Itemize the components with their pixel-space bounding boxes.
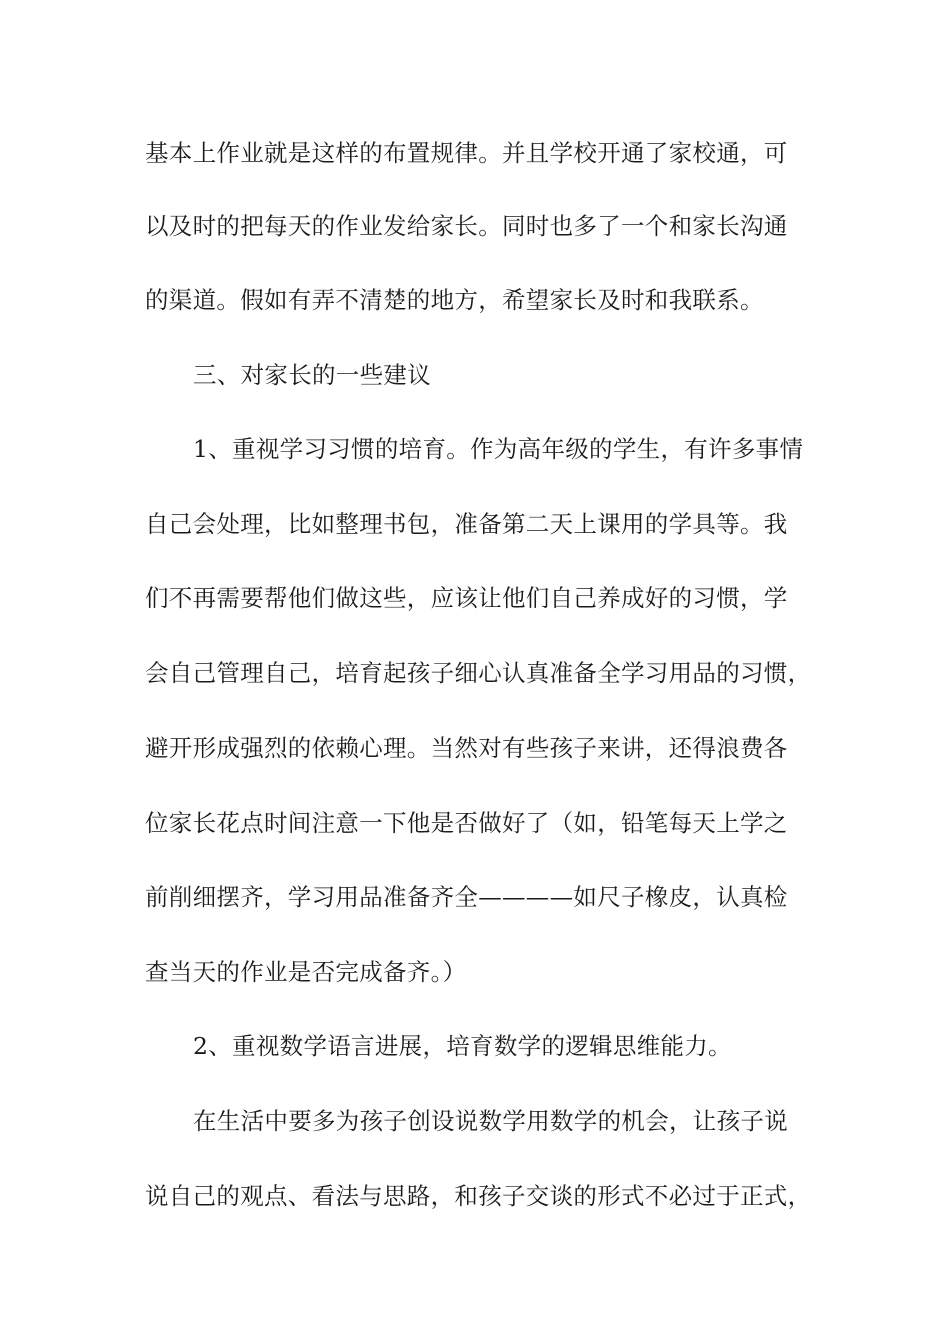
- text-line: 们不再需要帮他们做这些，应该让他们自己养成好的习惯，学: [145, 584, 788, 612]
- section-heading: 三、对家长的一些建议: [193, 361, 431, 389]
- text-line: 说自己的观点、看法与思路，和孩子交谈的形式不必过于正式，: [145, 1182, 812, 1210]
- text-line: 会自己管理自己，培育起孩子细心认真准备全学习用品的习惯，: [145, 659, 812, 687]
- text-line: 避开形成强烈的依赖心理。当然对有些孩子来讲，还得浪费各: [145, 734, 788, 762]
- text-line: 位家长花点时间注意一下他是否做好了（如，铅笔每天上学之: [145, 809, 788, 837]
- text-line: 1、重视学习习惯的培育。作为高年级的学生，有许多事情: [193, 435, 804, 463]
- text-line: 查当天的作业是否完成备齐。）: [145, 958, 467, 986]
- text-line: 前削细摆齐，学习用品准备齐全————如尺子橡皮，认真检: [145, 883, 788, 911]
- text-line: 2、重视数学语言进展，培育数学的逻辑思维能力。: [193, 1032, 732, 1060]
- text-line: 自己会处理，比如整理书包，准备第二天上课用的学具等。我: [145, 510, 788, 538]
- text-line: 以及时的把每天的作业发给家长。同时也多了一个和家长沟通: [145, 212, 788, 240]
- text-line: 在生活中要多为孩子创设说数学用数学的机会，让孩子说: [193, 1107, 788, 1135]
- text-line: 基本上作业就是这样的布置规律。并且学校开通了家校通，可: [145, 139, 788, 167]
- text-line: 的渠道。假如有弄不清楚的地方，希望家长及时和我联系。: [145, 286, 764, 314]
